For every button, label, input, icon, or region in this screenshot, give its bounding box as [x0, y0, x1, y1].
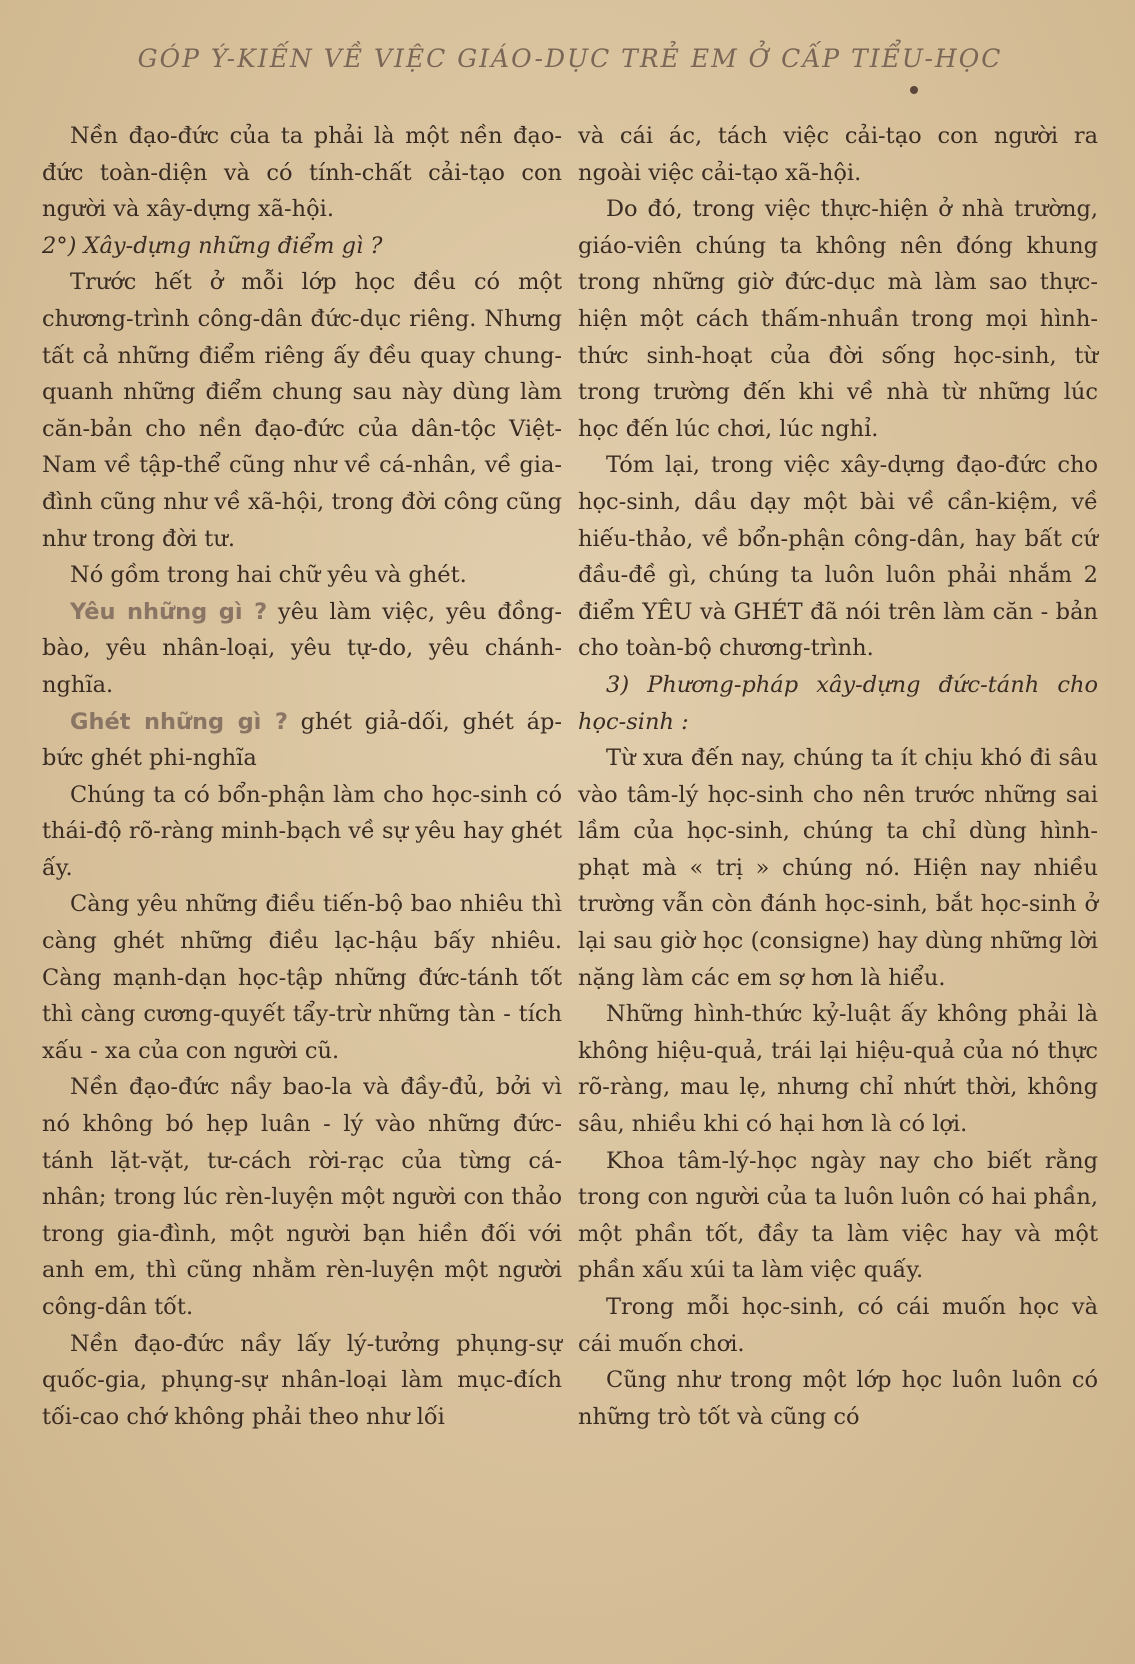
paragraph: Nền đạo-đức nầy bao-la và đầy-đủ, bởi vì nó không bó hẹp luân - lý vào những đức-tánh lặt-vặt, tư-cách rời-rạc của từng cá-nhân; trong lúc rèn-luyện một người con thảo trong gia-đình, một người bạn hiền đối với anh em, thì cũng nhằm rèn-luyện một người công-dân tốt.	[42, 1074, 562, 1320]
paragraph-text: ghét giả-dối, ghét áp-bức ghét phi-nghĩa	[42, 708, 562, 772]
paragraph: Từ xưa đến nay, chúng ta ít chịu khó đi sâu vào tâm-lý học-sinh cho nên trước những sai lầm của học-sinh, chúng ta chỉ dùng hình-phạt mà « trị » chúng nó. Hiện nay nhiều trường vẫn còn đánh học-sinh, bắt học-sinh ở lại sau giờ học (consigne) hay dùng những lời nặng làm các em sợ hơn là hiểu.	[578, 745, 1098, 991]
paragraph: Trước hết ở mỗi lớp học đều có một chương-trình công-dân đức-dục riêng. Nhưng tất cả những điểm riêng ấy đều quay chung-quanh những điểm chung sau này dùng làm căn-bản cho nền đạo-đức của dân-tộc Việt-Nam về tập-thể cũng như về cá-nhân, về gia-đình cũng như về xã-hội, trong đời công cũng như trong đời tư.	[42, 269, 562, 552]
bold-lead: Yêu những gì ?	[70, 598, 268, 625]
right-column	[578, 118, 1098, 1435]
header-ornament-dot	[910, 86, 918, 94]
paragraph: Do đó, trong việc thực-hiện ở nhà trường, giáo-viên chúng ta không nên đóng khung trong những giờ đức-dục mà làm sao thực-hiện một cách thấm-nhuần trong mọi hình-thức sinh-hoạt của đời sống học-sinh, từ trong trường đến khi về nhà từ những lúc học đến lúc chơi, lúc nghỉ.	[578, 196, 1098, 442]
page-header-title: GÓP Ý-KIẾN VỀ VIỆC GIÁO-DỤC TRẺ EM Ở CẤP TIỂU-HỌC	[137, 44, 1003, 73]
paragraph: Khoa tâm-lý-học ngày nay cho biết rằng trong con người của ta luôn luôn có hai phần, một phần tốt, đầy ta làm việc hay và một phần xấu xúi ta làm việc quấy.	[578, 1147, 1098, 1284]
paragraph: Trong mỗi học-sinh, có cái muốn học và cái muốn chơi.	[578, 1294, 1098, 1357]
bold-lead: Ghét những gì ?	[70, 708, 288, 735]
section-heading-3: 3) Phương-pháp xây-dựng đức-tánh cho học-sinh :	[578, 671, 1098, 735]
paragraph: Chúng ta có bổn-phận làm cho học-sinh có thái-độ rõ-ràng minh-bạch về sự yêu hay ghét ấy.	[42, 781, 562, 881]
left-column	[42, 118, 562, 1435]
paragraph: Tóm lại, trong việc xây-dựng đạo-đức cho học-sinh, dầu dạy một bài về cần-kiệm, về hiếu-thảo, về bổn-phận công-dân, hay bất cứ đầu-đề gì, chúng ta luôn luôn phải nhắm 2 điểm YÊU và GHÉT đã nói trên làm căn - bản cho toàn-bộ chương-trình.	[578, 452, 1098, 662]
paragraph: Những hình-thức kỷ-luật ấy không phải là không hiệu-quả, trái lại hiệu-quả của nó thực rõ-ràng, mau lẹ, nhưng chỉ nhứt thời, không sâu, nhiều khi có hại hơn là có lợi.	[578, 1001, 1098, 1138]
paragraph: Cũng như trong một lớp học luôn luôn có những trò tốt và cũng có	[578, 1367, 1098, 1430]
paragraph: Nền đạo-đức nầy lấy lý-tưởng phụng-sự quốc-gia, phụng-sự nhân-loại làm mục-đích tối-cao chớ không phải theo như lối	[42, 1330, 562, 1430]
paragraph-text: yêu làm việc, yêu đồng-bào, yêu nhân-loại, yêu tự-do, yêu chánh-nghĩa.	[42, 598, 562, 698]
paragraph: Nền đạo-đức của ta phải là một nền đạo-đức toàn-diện và có tính-chất cải-tạo con người và xây-dựng xã-hội.	[42, 123, 562, 223]
paragraph	[42, 594, 562, 704]
paragraph	[42, 704, 562, 777]
paragraph: Nó gồm trong hai chữ yêu và ghét.	[70, 562, 467, 589]
paragraph: và cái ác, tách việc cải-tạo con người ra ngoài việc cải-tạo xã-hội.	[578, 123, 1098, 186]
section-heading-2: 2°) Xây-dựng những điểm gì ?	[42, 232, 383, 259]
paragraph: Càng yêu những điều tiến-bộ bao nhiêu thì càng ghét những điều lạc-hậu bấy nhiêu. Càng mạnh-dạn học-tập những đức-tánh tốt thì càng cương-quyết tẩy-trừ những tàn - tích xấu - xa của con người cũ.	[42, 891, 562, 1064]
